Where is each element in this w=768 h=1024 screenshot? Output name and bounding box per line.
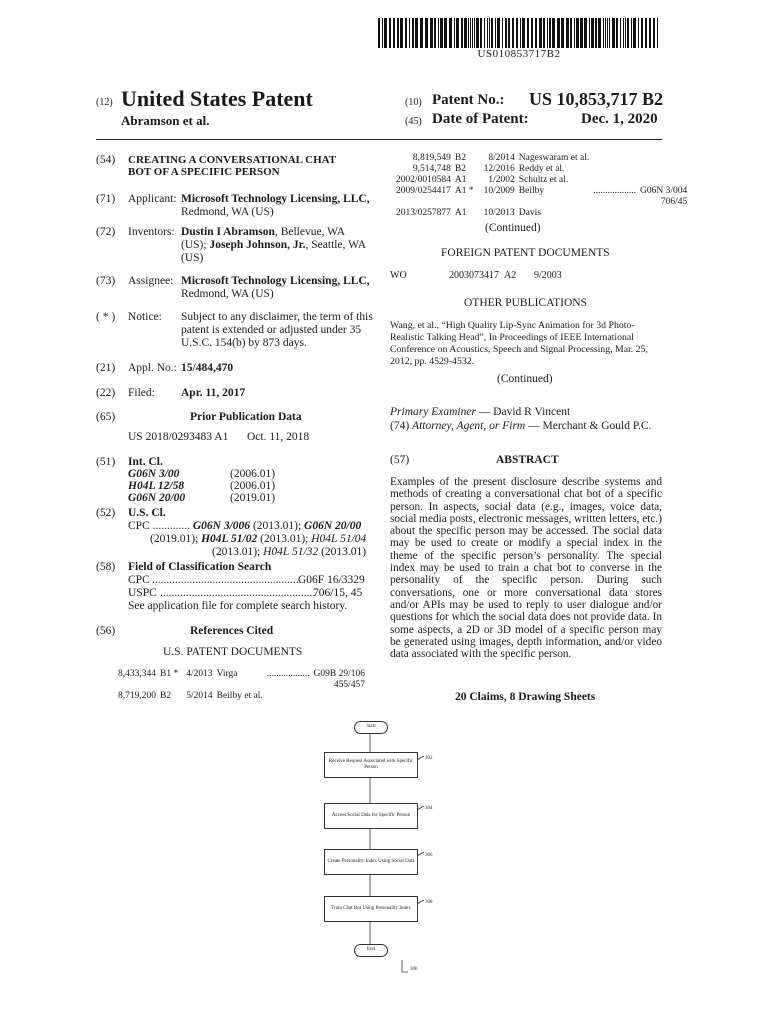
title-line-2: BOT OF A SPECIFIC PERSON — [128, 166, 280, 178]
notice-line-1: Subject to any disclaimer, the term of this — [181, 311, 373, 323]
barcode-bar — [512, 18, 514, 48]
barcode-bar — [434, 18, 436, 48]
ref-date: 10/2013 — [483, 208, 515, 218]
filed-label: Filed: — [128, 387, 155, 399]
barcode-bar — [595, 18, 597, 48]
pub-line-2: Realistic Talking Head”, In Proceedings of IEEE International — [390, 332, 634, 343]
barcode-bar — [605, 18, 606, 48]
barcode-bar — [520, 18, 521, 48]
barcode-bar — [561, 18, 564, 48]
barcode-number: US010853717B2 — [477, 48, 561, 60]
barcode-bar — [444, 18, 447, 48]
barcode-bar — [400, 18, 403, 48]
cpc-code: H04L 51/04 — [311, 533, 367, 545]
ref-name: Reddy et al. — [518, 164, 565, 174]
inventor-2 — [181, 239, 366, 252]
barcode-bar — [631, 18, 632, 48]
attorney-line — [390, 420, 651, 433]
ref-number: 8,719,200 — [118, 691, 156, 701]
barcode-bar — [412, 18, 414, 48]
barcode-bar — [430, 18, 433, 48]
ref-number: 8,819,549 — [412, 153, 451, 163]
barcode-bar — [609, 18, 610, 48]
barcode-bar — [570, 18, 572, 48]
barcode-bar — [580, 18, 583, 48]
inventor-1-name: Dustin I Abramson — [181, 226, 275, 238]
us-docs-title: U.S. PATENT DOCUMENTS — [163, 646, 303, 658]
ref-name: Davis — [518, 208, 541, 218]
barcode-bar — [389, 18, 391, 48]
int-cl-code: G06N 20/00 — [128, 492, 186, 504]
barcode-bar — [612, 18, 615, 48]
examiner-name: — David R Vincent — [475, 406, 571, 418]
barcode-bar — [438, 18, 439, 48]
barcode-bar — [627, 18, 629, 48]
ref-kind: A1 — [454, 175, 467, 185]
barcode-bar — [543, 18, 545, 48]
barcode-bar — [645, 18, 647, 48]
table-row — [396, 208, 691, 219]
ref-number: 8,433,344 — [118, 669, 156, 679]
examiner-line — [390, 406, 570, 419]
int-cl-code: H04L 12/58 — [128, 480, 185, 492]
barcode-bar — [616, 18, 618, 48]
applicant-label: Applicant: — [128, 193, 177, 205]
foreign-date: 9/2003 — [534, 270, 562, 281]
ref-date: 8/2014 — [488, 153, 515, 163]
ref-kind: A1 * — [454, 186, 474, 196]
barcode-bar — [549, 18, 551, 48]
flowchart-step-ref: 304 — [425, 806, 433, 811]
ref-dots: .................. — [266, 669, 310, 679]
prior-pub-date: Oct. 11, 2018 — [247, 431, 310, 443]
doc-type: United States Patent — [121, 86, 313, 111]
cpc-code: H04L 51/32 — [263, 546, 319, 558]
barcode-bar — [531, 18, 533, 48]
barcode-bar — [633, 18, 636, 48]
barcode-bar — [522, 18, 525, 48]
code-74: (74) — [390, 420, 410, 432]
flowchart-step-ref: 302 — [425, 756, 433, 761]
right-refs-table — [396, 153, 691, 219]
barcode-bar — [497, 18, 500, 48]
inventor-1-city: , Bellevue, WA — [274, 226, 346, 238]
foreign-country: WO — [390, 270, 407, 281]
ref-kind: A1 — [454, 208, 467, 218]
patent-number: US 10,853,717 B2 — [529, 89, 664, 109]
barcode-bar — [415, 18, 418, 48]
ref-number: 2009/0254417 — [396, 186, 451, 196]
ref-date: 10/2009 — [483, 186, 515, 196]
assignee-name: Microsoft Technology Licensing, LLC, — [181, 275, 370, 287]
barcode-bar — [378, 18, 380, 48]
foc-cpc-value: G06F 16/3329 — [298, 574, 365, 586]
barcode-bar — [440, 18, 443, 48]
inventor-line: Abramson et al. — [121, 113, 210, 128]
table-row — [396, 164, 691, 175]
barcode-bar — [657, 18, 658, 48]
ref-date: 5/2014 — [186, 691, 213, 701]
barcode-bar — [620, 18, 621, 48]
foc-note: See application file for complete search history. — [128, 600, 348, 612]
cpc-code: H04L 51/02 — [201, 533, 258, 545]
barcode-bar — [480, 18, 482, 48]
pub-line-4: 2012, pp. 4529-4532. — [390, 356, 475, 367]
left-refs — [118, 669, 369, 702]
code-73: (73) — [96, 275, 116, 287]
barcode-bar — [598, 18, 601, 48]
barcode-bar — [425, 18, 428, 48]
cpc-dots: ............. — [152, 520, 190, 532]
barcode — [378, 18, 660, 48]
code-notice: ( * ) — [96, 311, 116, 323]
patent-no-label: Patent No.: — [432, 92, 505, 108]
barcode-bar — [508, 18, 510, 48]
code-45: (45) — [405, 116, 422, 127]
code-56: (56) — [96, 625, 116, 637]
barcode-bar — [472, 18, 473, 48]
foc-cpc-label: CPC — [128, 574, 150, 586]
attorney-name: — Merchant & Gould P.C. — [525, 420, 652, 432]
filed-date: Apr. 11, 2017 — [181, 387, 246, 399]
ref-class — [314, 669, 369, 691]
ref-date: 12/2016 — [483, 164, 515, 174]
foreign-kind: A2 — [504, 270, 517, 281]
table-row — [396, 153, 691, 164]
ref-class — [640, 186, 691, 208]
pub-line-1: Wang, et al., “High Quality Lip-Sync Animation for 3d Photo- — [390, 320, 635, 331]
flowchart-step-ref: 306 — [425, 853, 433, 858]
int-cl-version: (2019.01) — [230, 492, 276, 504]
inventors-label: Inventors: — [128, 226, 175, 238]
ref-kind: B2 — [160, 691, 172, 701]
barcode-bar — [489, 18, 490, 48]
barcode-bar — [607, 18, 608, 48]
table-row — [396, 175, 691, 186]
barcode-bar — [625, 18, 626, 48]
cpc-line-3 — [212, 546, 366, 559]
ref-number: 2013/0257877 — [396, 208, 451, 218]
ref-class — [314, 691, 369, 702]
barcode-bar — [454, 18, 455, 48]
int-cl-label: Int. Cl. — [128, 456, 163, 468]
ref-dots: .................. — [593, 186, 636, 196]
prior-pub-title: Prior Publication Data — [190, 411, 302, 423]
barcode-bar — [589, 18, 590, 48]
ref-date: 1/2002 — [488, 175, 515, 185]
barcode-bar — [638, 18, 639, 48]
us-cl-label: U.S. Cl. — [128, 507, 166, 519]
ref-name: Virga — [216, 669, 238, 679]
ref-dots — [267, 691, 314, 702]
barcode-bar — [566, 18, 569, 48]
barcode-bar — [552, 18, 555, 48]
ref-number: 9,514,748 — [412, 164, 451, 174]
ref-class-secondary: 706/45 — [660, 197, 688, 207]
ref-name: Beilby et al. — [216, 691, 263, 701]
barcode-bar — [461, 18, 463, 48]
abstract-title: ABSTRACT — [496, 454, 559, 466]
appl-no-label: Appl. No.: — [128, 362, 177, 374]
patent-date: Dec. 1, 2020 — [581, 111, 658, 127]
assignee-label: Assignee: — [128, 275, 174, 287]
barcode-bar — [484, 18, 485, 48]
code-21: (21) — [96, 362, 116, 374]
barcode-bar — [649, 18, 651, 48]
ref-date: 4/2013 — [186, 669, 213, 679]
barcode-bar — [491, 18, 493, 48]
figure-ref: 300 — [410, 967, 418, 972]
table-row — [396, 186, 691, 208]
header-rule — [96, 139, 662, 140]
cpc-version: (2013.01); — [257, 533, 312, 545]
ref-kind: B2 — [454, 164, 466, 174]
barcode-bar — [547, 18, 548, 48]
code-54: (54) — [96, 154, 116, 166]
ref-number: 2002/0010584 — [396, 175, 451, 185]
table-row — [118, 669, 369, 691]
barcode-bar — [584, 18, 587, 48]
barcode-bar — [397, 18, 399, 48]
flowchart-step: Access Social Data for Specific Person — [324, 803, 418, 829]
ref-class-main: G06N 3/004 — [639, 186, 688, 196]
barcode-bar — [576, 18, 579, 48]
flowchart-step: Create Personality Index Using Social Data — [324, 849, 418, 875]
foreign-no: 2003073417 — [449, 270, 499, 281]
barcode-bar — [603, 18, 604, 48]
assignee-location: Redmond, WA (US) — [181, 288, 274, 300]
foc-uspc-value: 706/15, 45 — [313, 587, 363, 599]
flowchart-step-ref: 308 — [425, 900, 433, 905]
appl-no: 15/484,470 — [181, 362, 234, 374]
barcode-bar — [487, 18, 488, 48]
ref-class-main: G09B 29/106 — [313, 669, 365, 679]
barcode-bar — [539, 18, 542, 48]
code-71: (71) — [96, 193, 116, 205]
ref-kind: B2 — [454, 153, 466, 163]
pub-line-3: Conference on Acoustics, Speech and Signal Processing, Mar. 25, — [390, 344, 648, 355]
code-65: (65) — [96, 411, 116, 423]
barcode-bar — [527, 18, 529, 48]
applicant-location: Redmond, WA (US) — [181, 206, 274, 218]
foc-cpc-dots: .................................................... — [152, 574, 302, 586]
int-cl-version: (2006.01) — [230, 480, 276, 492]
barcode-bar — [464, 18, 467, 48]
ref-kind: B1 * — [160, 669, 179, 679]
cpc-version: (2013.01); — [250, 520, 305, 532]
barcode-bar — [641, 18, 643, 48]
abstract-body: Examples of the present disclosure describe systems and methods of creating a conversational chat bot of a specific person. In aspects, social data (e.g., images, voice data, social media posts, electronic messages, written letters, etc.) about the specific person may be accessed. The social data may be used to create or modify a special index in the theme of the specific person’s personality. The special index may be used to train a chat bot to converse in the personality of the specific person. During such conversations, one or more conversational data stores and/or APIs may be used to reply to user dialogue and/or questions for which the social data does not provide data. In some aspects, a 2D or 3D model of a specific person may be generated using images, depth information, and/or video data associated with the specific person. — [390, 476, 662, 661]
notice-label: Notice: — [128, 311, 162, 323]
barcode-bar — [502, 18, 503, 48]
barcode-bar — [574, 18, 575, 48]
applicant-name: Microsoft Technology Licensing, LLC, — [181, 193, 370, 205]
code-10: (10) — [405, 97, 422, 108]
cpc-code: G06N 20/00 — [304, 520, 362, 532]
table-row — [118, 691, 369, 702]
barcode-bar — [653, 18, 655, 48]
int-cl-code: G06N 3/00 — [128, 468, 180, 480]
code-58: (58) — [96, 561, 116, 573]
notice-line-2: patent is extended or adjusted under 35 — [181, 324, 362, 336]
ref-name: Nageswaram et al. — [518, 153, 590, 163]
continued-pubs: (Continued) — [497, 373, 553, 385]
claims-summary: 20 Claims, 8 Drawing Sheets — [455, 691, 596, 703]
inventor-2-prefix: (US); — [181, 239, 210, 251]
code-51: (51) — [96, 456, 116, 468]
right-refs — [396, 153, 691, 219]
foreign-docs-title: FOREIGN PATENT DOCUMENTS — [441, 247, 610, 259]
prior-pub-no: US 2018/0293483 A1 — [128, 431, 229, 443]
inventor-1 — [181, 226, 345, 239]
int-cl-version: (2006.01) — [230, 468, 276, 480]
flowchart-step: Receive Request Associated with Specific Person — [324, 752, 418, 778]
foc-uspc-label: USPC — [128, 587, 157, 599]
flowchart-start: Start — [354, 721, 388, 734]
code-57: (57) — [390, 454, 410, 466]
code-12: (12) — [96, 97, 113, 108]
barcode-bar — [474, 18, 475, 48]
cpc-version: (2013.01) — [318, 546, 367, 558]
barcode-image — [378, 18, 660, 48]
refs-title: References Cited — [190, 625, 274, 637]
barcode-bar — [591, 18, 594, 48]
ref-name: Beilby — [518, 186, 545, 196]
title-line-1: CREATING A CONVERSATIONAL CHAT — [128, 154, 337, 166]
examiner-label: Primary Examiner — [390, 406, 476, 418]
code-72: (72) — [96, 226, 116, 238]
barcode-bar — [470, 18, 471, 48]
barcode-bar — [468, 18, 469, 48]
barcode-bar — [557, 18, 560, 48]
code-22: (22) — [96, 387, 116, 399]
notice-line-3: U.S.C. 154(b) by 873 days. — [181, 337, 307, 349]
attorney-label: Attorney, Agent, or Firm — [412, 420, 526, 432]
barcode-bar — [623, 18, 624, 48]
barcode-bar — [535, 18, 537, 48]
foc-uspc-dots: ...................................................... — [160, 587, 316, 599]
flowchart-step: Train Chat Bot Using Personality Index — [324, 896, 418, 922]
barcode-bar — [476, 18, 479, 48]
barcode-bar — [405, 18, 407, 48]
foc-label: Field of Classification Search — [128, 561, 272, 573]
inventor-2-city: , Seattle, WA — [305, 239, 367, 251]
code-52: (52) — [96, 507, 116, 519]
barcode-bar — [449, 18, 452, 48]
cpc-line-2 — [150, 533, 366, 546]
barcode-bar — [382, 18, 383, 48]
inventor-2-name: Joseph Johnson, Jr. — [209, 239, 306, 251]
barcode-bar — [505, 18, 507, 48]
ref-name: Schultz et al. — [518, 175, 569, 185]
ref-class-secondary: 455/457 — [333, 680, 365, 690]
continued-refs: (Continued) — [485, 222, 541, 234]
barcode-bar — [409, 18, 410, 48]
barcode-bar — [384, 18, 387, 48]
cpc-line-1 — [128, 520, 361, 533]
cpc-label: CPC — [128, 520, 150, 532]
barcode-bar — [420, 18, 423, 48]
barcode-bar — [393, 18, 395, 48]
other-pubs-title: OTHER PUBLICATIONS — [464, 297, 587, 309]
barcode-bar — [516, 18, 518, 48]
date-label: Date of Patent: — [432, 111, 529, 127]
inventor-3: (US) — [181, 252, 204, 264]
cpc-version: (2013.01); — [212, 546, 264, 558]
barcode-bar — [495, 18, 496, 48]
cpc-version: (2019.01); — [150, 533, 202, 545]
barcode-bar — [456, 18, 459, 48]
flowchart-end: End — [354, 944, 388, 957]
left-refs-table — [118, 669, 369, 702]
cpc-code: G06N 3/006 — [192, 520, 251, 532]
